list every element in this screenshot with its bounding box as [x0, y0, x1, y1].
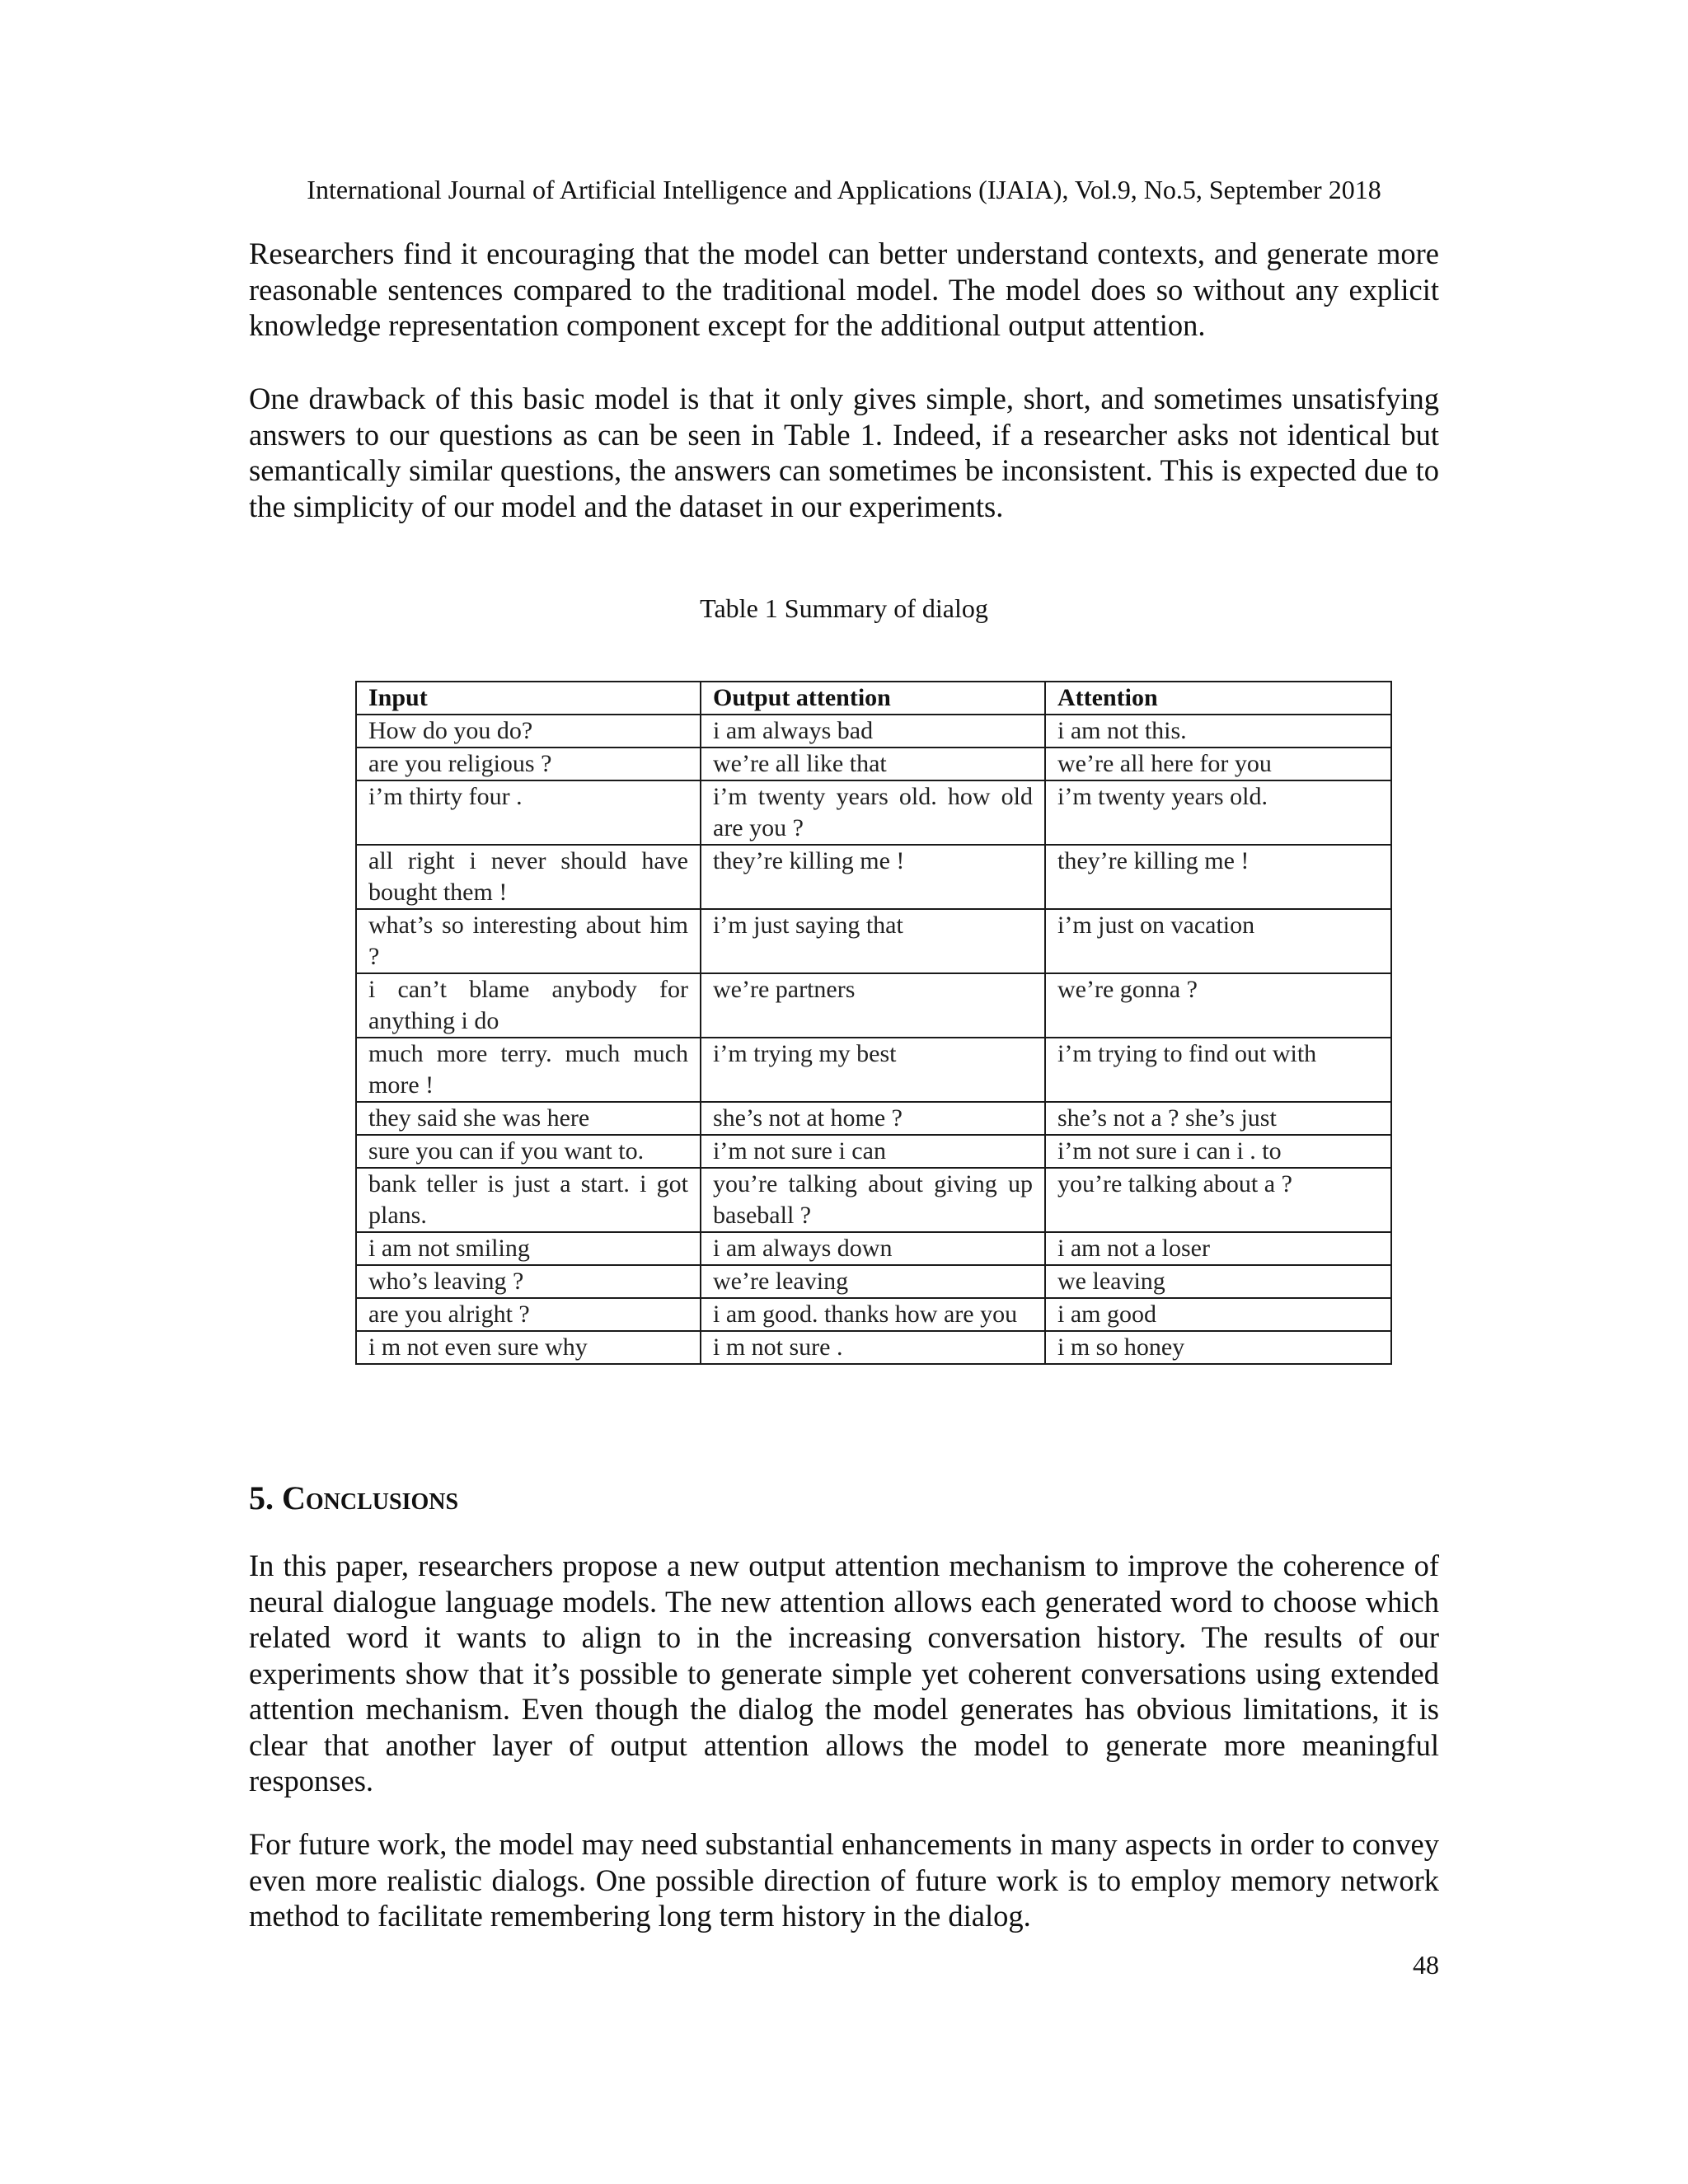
output-attention-cell: i’m twenty years old. how old are you ? [701, 780, 1045, 845]
table-row [356, 909, 1391, 973]
conclusions-paragraph-2: For future work, the model may need substantial enhancements in many aspects in order to convey even more realistic dialogs. One possible direction of future work is to employ memory network method to facilitate remembering long term history in the dialog. [249, 1827, 1439, 1933]
input-cell: what’s so interesting about him ? [356, 909, 701, 973]
attention-cell: we leaving [1045, 1265, 1391, 1298]
table-row [356, 845, 1391, 909]
input-cell: who’s leaving ? [356, 1265, 701, 1298]
table-row [356, 1102, 1391, 1135]
attention-cell: i m so honey [1045, 1331, 1391, 1364]
output-attention-cell: i m not sure . [701, 1331, 1045, 1364]
output-attention-cell: we’re leaving [701, 1265, 1045, 1298]
table-row [356, 1038, 1391, 1102]
table-row [356, 1135, 1391, 1168]
column-header-output-attention: Output attention [701, 682, 1045, 715]
input-cell: i m not even sure why [356, 1331, 701, 1364]
output-attention-cell: i’m trying my best [701, 1038, 1045, 1102]
attention-cell: we’re gonna ? [1045, 973, 1391, 1038]
table-row [356, 715, 1391, 748]
input-cell: i can’t blame anybody for anything i do [356, 973, 701, 1038]
output-attention-cell: i’m not sure i can [701, 1135, 1045, 1168]
dialog-summary-table [355, 681, 1392, 1365]
attention-cell: i’m trying to find out with [1045, 1038, 1391, 1102]
output-attention-cell: i am good. thanks how are you [701, 1298, 1045, 1331]
input-cell: all right i never should have bought them ! [356, 845, 701, 909]
body-paragraph-2: One drawback of this basic model is that it only gives simple, short, and sometimes unsatisfying answers to our questions as can be seen in Table 1. Indeed, if a researcher asks not identical but semantically similar questions, the answers can sometimes be inconsistent. This is expected due to the simplicity of our model and the dataset in our experiments. [249, 382, 1439, 523]
input-cell: are you alright ? [356, 1298, 701, 1331]
table-row [356, 1168, 1391, 1232]
attention-cell: they’re killing me ! [1045, 845, 1391, 909]
attention-cell: we’re all here for you [1045, 748, 1391, 780]
input-cell: are you religious ? [356, 748, 701, 780]
attention-cell: i’m just on vacation [1045, 909, 1391, 973]
section-heading-conclusions: 5. Conclusions [249, 1479, 459, 1516]
page-number: 48 [1413, 1950, 1439, 1980]
body-paragraph-1: Researchers find it encouraging that the model can better understand contexts, and generate more reasonable sentences compared to the traditional model. The model does so without any explicit knowledge representation component except for the additional output attention. [249, 237, 1439, 342]
table-row [356, 973, 1391, 1038]
input-cell: much more terry. much much more ! [356, 1038, 701, 1102]
attention-cell: i’m twenty years old. [1045, 780, 1391, 845]
table-row [356, 780, 1391, 845]
attention-cell: i’m not sure i can i . to [1045, 1135, 1391, 1168]
input-cell: How do you do? [356, 715, 701, 748]
input-cell: i’m thirty four . [356, 780, 701, 845]
table-row [356, 1298, 1391, 1331]
output-attention-cell: they’re killing me ! [701, 845, 1045, 909]
attention-cell: i am not a loser [1045, 1232, 1391, 1265]
table-row [356, 1265, 1391, 1298]
output-attention-cell: she’s not at home ? [701, 1102, 1045, 1135]
output-attention-cell: we’re partners [701, 973, 1045, 1038]
column-header-attention: Attention [1045, 682, 1391, 715]
table-header-row [356, 682, 1391, 715]
journal-header: International Journal of Artificial Intelligence and Applications (IJAIA), Vol.9, No.5, September 2018 [307, 175, 1381, 204]
input-cell: sure you can if you want to. [356, 1135, 701, 1168]
input-cell: they said she was here [356, 1102, 701, 1135]
attention-cell: i am not this. [1045, 715, 1391, 748]
output-attention-cell: we’re all like that [701, 748, 1045, 780]
input-cell: i am not smiling [356, 1232, 701, 1265]
table-caption: Table 1 Summary of dialog [700, 593, 988, 623]
conclusions-paragraph-1: In this paper, researchers propose a new output attention mechanism to improve the coherence of neural dialogue language models. The new attention allows each generated word to choose which related word it wants to align to in the increasing conversation history. The results of our experiments show that it’s possible to generate simple yet coherent conversations using extended attention mechanism. Even though the dialog the model generates has obvious limitations, it is clear that another layer of output attention allows the model to generate more meaningful responses. [249, 1549, 1439, 1797]
column-header-input: Input [356, 682, 701, 715]
output-attention-cell: i am always down [701, 1232, 1045, 1265]
table-row [356, 748, 1391, 780]
output-attention-cell: i am always bad [701, 715, 1045, 748]
output-attention-cell: you’re talking about giving up baseball ? [701, 1168, 1045, 1232]
input-cell: bank teller is just a start. i got plans. [356, 1168, 701, 1232]
attention-cell: she’s not a ? she’s just [1045, 1102, 1391, 1135]
table-row [356, 1232, 1391, 1265]
table-row [356, 1331, 1391, 1364]
attention-cell: you’re talking about a ? [1045, 1168, 1391, 1232]
attention-cell: i am good [1045, 1298, 1391, 1331]
output-attention-cell: i’m just saying that [701, 909, 1045, 973]
